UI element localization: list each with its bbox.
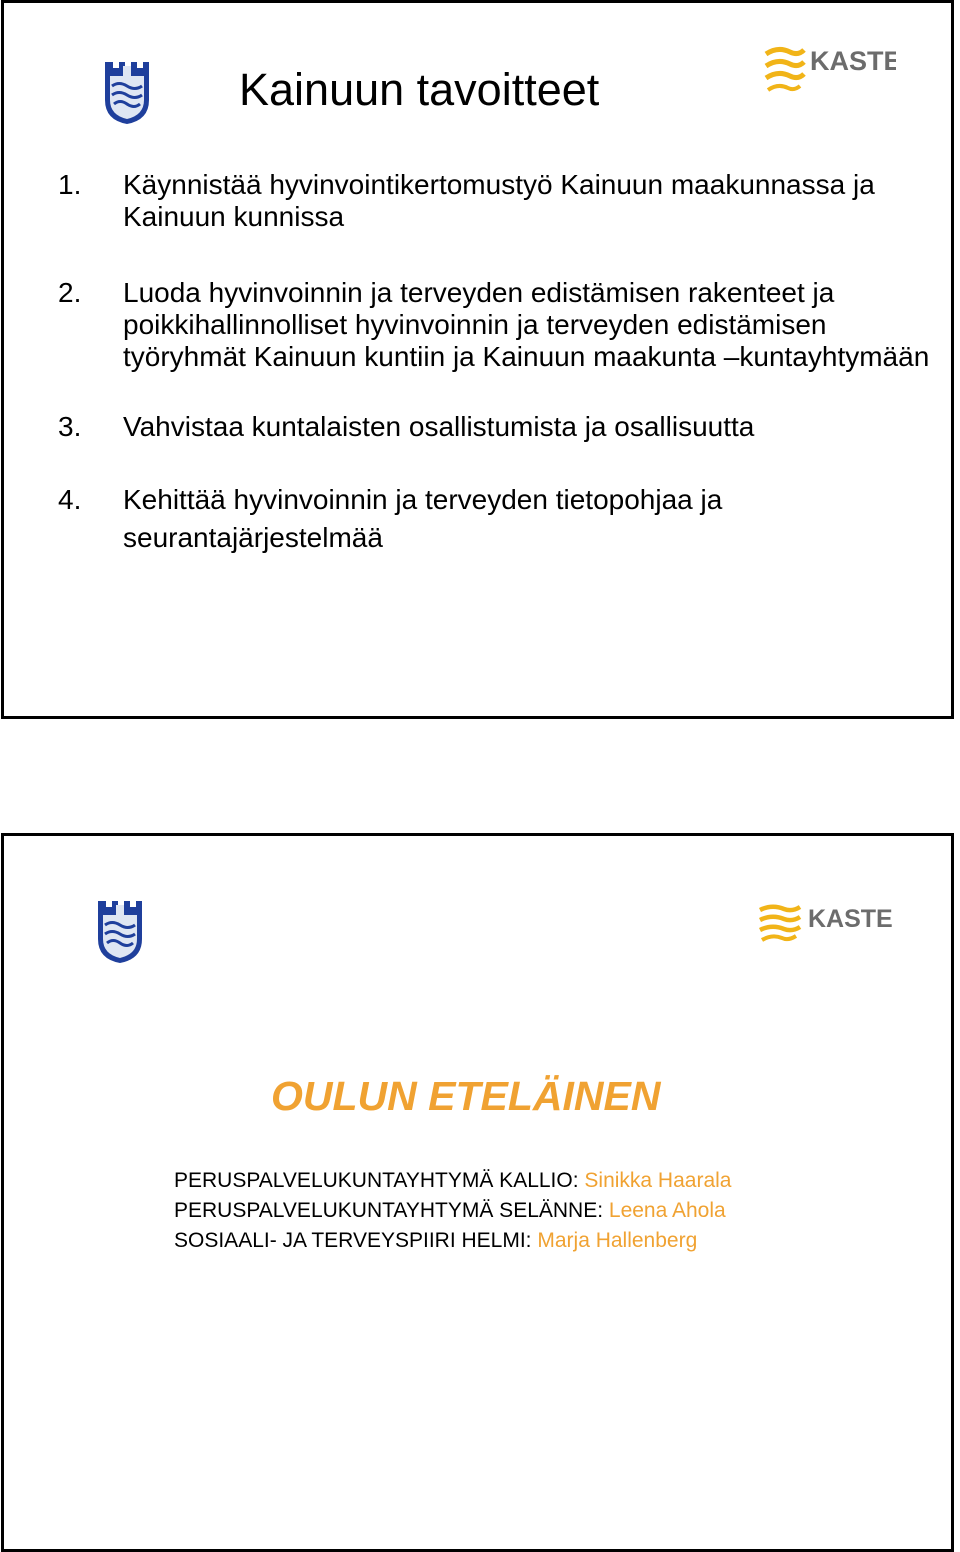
goal-text: Kehittää hyvinvoinnin ja terveyden tietopohjaa ja seurantajärjestelmää bbox=[123, 484, 723, 553]
goal-item bbox=[58, 411, 938, 443]
kaste-logo-text: KASTE bbox=[810, 46, 896, 76]
contact-person: Sinikka Haarala bbox=[584, 1169, 732, 1192]
region-title: OULUN ETELÄINEN bbox=[271, 1073, 661, 1119]
contact-person: Marja Hallenberg bbox=[537, 1229, 698, 1252]
goal-number: 4. bbox=[58, 484, 82, 515]
goals-list bbox=[58, 169, 938, 557]
goal-item bbox=[58, 481, 938, 557]
contact-organization: SOSIAALI- JA TERVEYSPIIRI HELMI: bbox=[174, 1229, 538, 1252]
goal-number: 2. bbox=[58, 277, 82, 308]
kaste-logo bbox=[764, 40, 896, 105]
kaste-wave-icon bbox=[758, 898, 898, 948]
contact-row bbox=[174, 1226, 731, 1256]
kaste-logo-text: KASTE bbox=[808, 905, 893, 933]
kaste-logo bbox=[758, 898, 898, 953]
goal-text: Käynnistää hyvinvointikertomustyö Kainuun maakunnassa ja Kainuun kunnissa bbox=[123, 169, 875, 232]
goal-item bbox=[58, 169, 938, 233]
kaste-wave-icon bbox=[764, 40, 896, 100]
goal-text: Vahvistaa kuntalaisten osallistumista ja osallisuutta bbox=[123, 411, 755, 442]
contact-row bbox=[174, 1196, 731, 1226]
slide-title: Kainuun tavoitteet bbox=[239, 64, 600, 115]
contacts-list bbox=[174, 1166, 731, 1256]
goal-text: Luoda hyvinvoinnin ja terveyden edistämisen rakenteet ja poikkihallinnolliset hyvinvoinnin ja terveyden edistämisen työryhmät Kainuun kuntiin ja Kainuun maakunta –kuntayhtymään bbox=[123, 277, 930, 372]
goal-number: 3. bbox=[58, 411, 82, 442]
contact-organization: PERUSPALVELUKUNTAYHTYMÄ SELÄNNE: bbox=[174, 1199, 609, 1222]
contact-row bbox=[174, 1166, 731, 1196]
contact-person: Leena Ahola bbox=[608, 1199, 726, 1222]
kainuu-coat-of-arms-icon bbox=[96, 899, 144, 965]
kainuu-coat-of-arms-icon bbox=[103, 60, 151, 126]
goal-number: 1. bbox=[58, 169, 82, 200]
goal-item bbox=[58, 277, 938, 373]
contact-organization: PERUSPALVELUKUNTAYHTYMÄ KALLIO: bbox=[174, 1169, 585, 1192]
